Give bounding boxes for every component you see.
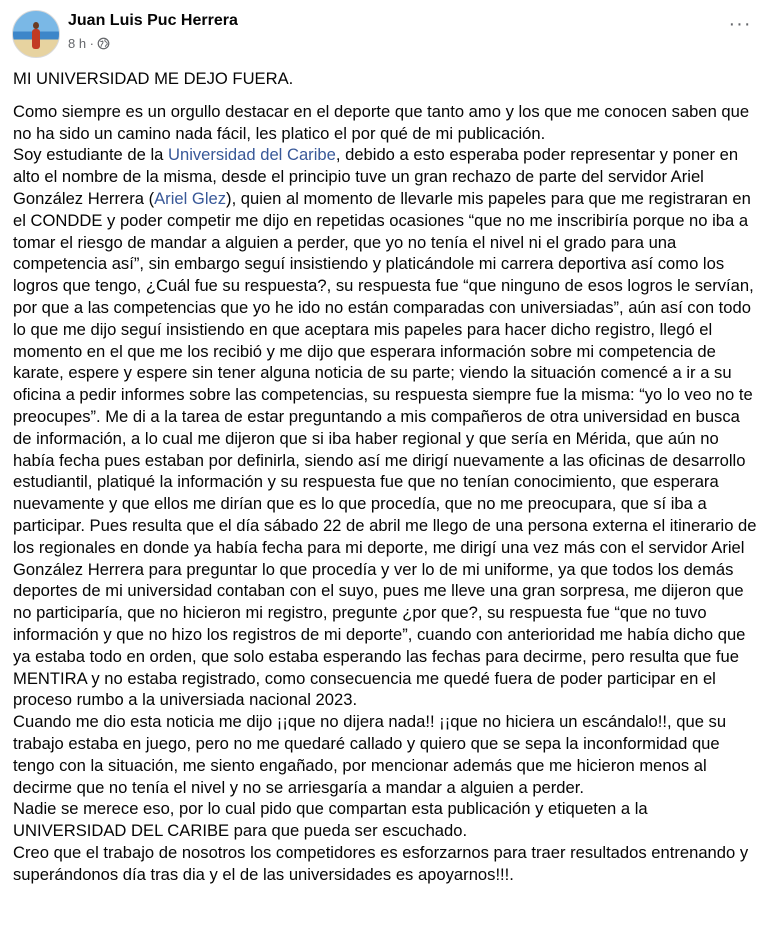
paragraph-2-text-a: Soy estudiante de la <box>13 145 168 165</box>
avatar-figure <box>32 29 40 49</box>
paragraph-5: Creo que el trabajo de nosotros los competidores es esforzarnos para traer resultados entrenando y superándonos día tras dia y el de las universidades es apoyarnos!!!. <box>13 842 749 884</box>
paragraph-4: Nadie se merece eso, por lo cual pido que compartan esta publicación y etiqueten a la UNIVERSIDAD DEL CARIBE para que pueda ser escuchado. <box>13 799 648 841</box>
ariel-glez-link[interactable]: Ariel Glez <box>154 188 227 208</box>
more-options-icon[interactable]: ··· <box>728 13 752 35</box>
post-title: MI UNIVERSIDAD ME DEJO FUERA. <box>13 69 294 88</box>
author-name[interactable]: Juan Luis Puc Herrera <box>68 12 238 29</box>
paragraph-2 <box>13 144 757 711</box>
post-text <box>13 101 757 886</box>
globe-icon <box>97 37 110 50</box>
paragraph-3: Cuando me dio esta noticia me dijo ¡¡que no dijera nada!! ¡¡que no hiciera un escándalo!!, que su trabajo estaba en juego, pero no me quedaré callado y quiero que se sepa la inconformidad que tengo con la situación, me siento engañado, por mencionar además que me hicieron menos al decirme que no tenía el nivel y no se arriesgaría a mandar a alguien a perder. <box>13 712 727 797</box>
post-meta <box>68 36 110 51</box>
post-body <box>13 60 757 885</box>
paragraph-1: Como siempre es un orgullo destacar en el deporte que tanto amo y los que me conocen saben que no ha sido un camino nada fácil, les platico el por qué de mi publicación. <box>13 101 750 143</box>
paragraph-2-text-b: , debido a esto esperaba poder representar y poner en alto el nombre de la misma, desde el principio tuve un gran rechazo de parte del servidor Ariel González Herrera ( <box>13 145 739 208</box>
avatar-head <box>33 22 39 29</box>
universidad-del-caribe-link[interactable]: Universidad del Caribe <box>167 145 336 165</box>
post-time[interactable]: 8 h · <box>68 36 95 51</box>
paragraph-2-text-c: ), quien al momento de llevarle mis papeles para que me registraran en el CONDDE y poder competir me dijo en repetidas ocasiones “que no me inscribiría porque no iba a tomar el riesgo de mandar a alguien a perder, que yo no tenía el nivel ni el grado para una competencia así”, sin embargo seguí insistiendo y platicándole mi carrera deportiva así como los logros que tengo, ¿Cuál fue su respuesta?, su respuesta fue “que ninguno de esos logros le servían, por que a las competencias que yo he ido no están comparadas con universiadas”, aún así con todo lo que me dijo seguí insistiendo en que aceptara mis papeles para hacer dicho registro, llegó el momento en el que me los recibió y me dijo que esperara información sobre mi competencia de karate, espere y espere sin tener alguna noticia de su parte; viendo la situación comencé a ir a su oficina a pedir informes sobre las competencias, su respuesta siempre fue la misma: “yo lo veo no te preocupes”. Me di a la tarea de estar preguntando a mis compañeros de otra universidad en busca de información, a lo cual me dijeron que si iba haber regional y que sería en Mérida, que aún no había fecha pues estaban por definirla, siendo así me dirigí nuevamente a las oficinas de desarrollo estudiantil, platiqué la información y su respuesta fue que no tenían conocimiento, que esperara nuevamente y que ellos me dirían que es lo que procedía, que no me preocupara, que sí iba a participar. Pues resulta que el día sábado 22 de abril me llego de una persona externa el itinerario de los regionales en donde ya había fecha para mi deporte, me dirigí una vez más con el servidor Ariel González Herrera para preguntar lo que procedía y ver lo de mi uniforme, ya que todos los demás deportes de mi universidad contaban con el suyo, pues me lleve una gran sorpresa, me dijeron que no participaría, que no hicieron mi registro, pregunte ¿por que?, su respuesta fue “que no tuvo información y que no hizo los registros de mi deporte”, cuando con anterioridad me había dicho que ya estaba todo en orden, que solo estaba esperando las fechas para decirme, pero resulta que fue MENTIRA y no estaba registrado, como consecuencia me quedé fuera de poder participar en el proceso rumbo a la universiada nacional 2023. <box>13 188 757 710</box>
avatar[interactable] <box>12 10 60 58</box>
post-header <box>12 8 756 60</box>
